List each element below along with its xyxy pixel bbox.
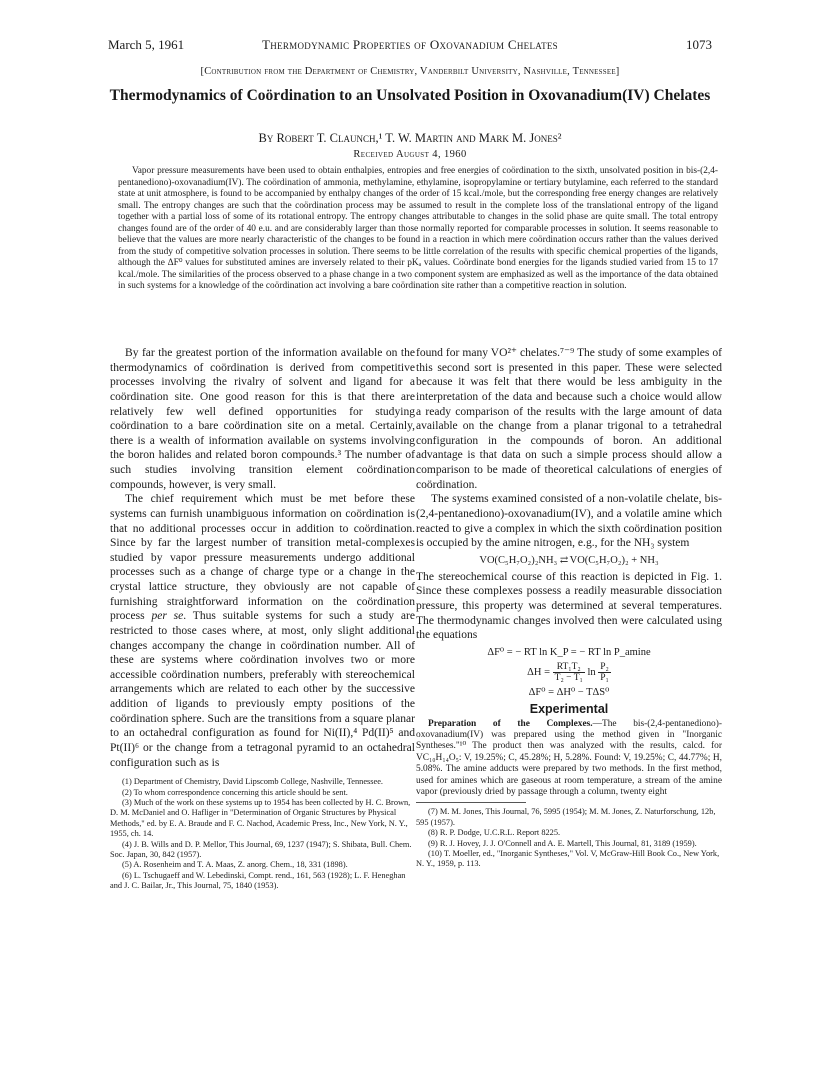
footnote-1: (1) Department of Chemistry, David Lipscomb College, Nashville, Tennessee.	[122, 777, 384, 787]
equation-gibbs: ΔF⁰ = ΔH⁰ − TΔS⁰	[528, 686, 610, 698]
body-paragraph-stereochem: The stereochemical course of this reaction is depicted in Fig. 1. Since these complexes possess a readily measurable dissociation pressure, this property was determined at several temperatures. The thermodynamic changes involved then were calculated using the equations	[416, 570, 722, 642]
footnote-10: (10) T. Moeller, ed., "Inorganic Syntheses," Vol. V, McGraw-Hill Book Co., New York, N. Y., 1959, p. 113.	[416, 848, 720, 869]
header-date: March 5, 1961	[108, 37, 185, 52]
eq2-denominator: T₂ − T₁	[554, 672, 583, 683]
intro-paragraph-2	[110, 492, 415, 770]
footnote-8: (8) R. P. Dodge, U.C.R.L. Report 8225.	[428, 828, 561, 838]
intro-paragraph-2a: The chief requirement which must be met before these systems can furnish unambiguous information on coördination is that no additional processes occur in addition to coördination. Since by far the largest number of transition metal-complexes studied by vapor pressure measurements undergo additional processes such as a change of charge type or a change in the crystal lattice structure, they obviously are not capable of furnishing straightforward information on the coördination process	[110, 493, 415, 623]
right-column	[416, 346, 722, 870]
per-se-italic: per se	[151, 610, 184, 623]
preparation-body: —The bis-(2,4-pentanediono)-oxovanadium(IV) was prepared using the method given in "Inorganic Syntheses."¹⁰ The product then was analyzed with the results, calcd. for VC₁₀H₁₄O₅: V, 19.25%; C, 45.28%; H, 5.28%. Found: V, 19.25%; C, 44.77%; H, 5.08%. The amine adducts were prepared by two methods. In the first method, used for amines which are gaseous at room temperature, a stream of the amine vapor (previously dried by passage through a column, twenty eight	[416, 718, 722, 797]
footnote-4: (4) J. B. Wills and D. P. Mellor, This Journal, 69, 1237 (1947); S. Shibata, Bull. Chem. Soc. Japan, 30, 842 (1957).	[110, 839, 412, 859]
reaction-reactant: VO(C₅H₇O₂)₂NH₃	[479, 554, 558, 566]
footnote-5: (5) A. Rosenheim and T. A. Maas, Z. anorg. Chem., 18, 331 (1898).	[122, 860, 348, 870]
body-paragraph-continued: found for many VO²⁺ chelates.⁷⁻⁹ The study of some examples of this second sort is presented in this paper. These were selected because it was felt that there would be less ambiguity in the interpretation of the data and because such a choice would allow a ready comparison of the results with the large amount of data available on the change from a planar trigonal to a tetrahedral configuration in the compounds of boron. An additional advantage is that data on such a simple process should allow a comparison to be made of theoretical calculations of energies of coördination.	[416, 347, 722, 491]
equation-free-energy: ΔF⁰ = − RT ln K_P = − RT ln P_amine	[487, 646, 651, 658]
reaction-equation	[416, 553, 722, 568]
received-date: Received August 4, 1960	[353, 149, 467, 160]
footnote-6: (6) L. Tschugaeff and W. Lebedinski, Compt. rend., 161, 563 (1928); L. F. Heneghan and J. C. Bailar, Jr., This Journal, 75, 1840 (1953).	[110, 870, 406, 891]
footnote-3: (3) Much of the work on these systems up to 1954 has been collected by H. C. Brown, D. M. McDaniel and O. Hafliger in "Determination of Organic Structures by Physical Methods," ed. by E. A. Braude and F. C. Nachod, Academic Press, Inc., New York, N. Y., 1955, ch. 14.	[110, 797, 411, 839]
eq2-fraction	[553, 662, 585, 683]
eq2-pressure-ratio	[598, 662, 611, 683]
contribution-line: [Contribution from the Department of Chemistry, Vanderbilt University, Nashville, Tennessee]	[200, 66, 620, 77]
header-running-title: Thermodynamic Properties of Oxovanadium Chelates	[262, 37, 558, 52]
footnotes-left	[110, 777, 415, 891]
equation-enthalpy	[416, 662, 722, 683]
eq2-ln: ln	[587, 666, 596, 678]
preparation-paragraph	[416, 719, 722, 799]
footnotes-right	[416, 807, 722, 869]
footnote-7: (7) M. M. Jones, This Journal, 76, 5995 (1954); M. M. Jones, Z. Naturforschung, 12b, 595 (1957).	[416, 807, 716, 827]
experimental-text	[416, 719, 722, 799]
running-header	[108, 37, 712, 55]
article-title: Thermodynamics of Coördination to an Unsolvated Position in Oxovanadium(IV) Chelates	[109, 87, 711, 104]
eq2-p1: P₁	[600, 672, 609, 683]
footnote-2: (2) To whom correspondence concerning this article should be sent.	[122, 787, 348, 797]
footnote-divider	[416, 802, 526, 803]
left-column	[110, 346, 415, 892]
header-page-number: 1073	[686, 37, 712, 52]
section-heading-experimental: Experimental	[529, 701, 609, 716]
intro-paragraph-2b: . Thus suitable systems for such a study are restricted to those cases where, at most, only slight additional changes accompany the change in coördination number. All of these are systems where coördination involves two or more accessible coördination numbers, preferably with stereochemical arrangements which are related to each other by the successive addition of ligands to previously empty positions of the coördination sphere. Such are the transitions from a square planar to an octahedral configuration as found for Ni(II),⁴ Pd(II)⁵ and Pt(II)⁶ or the change from a tetragonal pyramid to an octahedral configuration such as is	[110, 610, 415, 769]
equilibrium-arrows-icon: ⇄	[559, 554, 568, 566]
abstract: Vapor pressure measurements have been used to obtain enthalpies, entropies and free energies of coördination to the sixth, unsolvated position in bis-(2,4-pentanediono)-oxovanadium(IV). The coördination of ammonia, methylamine, ethylamine, isopropylamine or tertiary butylamine, each referred to the standard state at unit atmosphere, is found to be accompanied by enthalpy changes of the order of 15 kcal./mole, but the corresponding free energy changes are relatively small. The entropy changes are such that the coördination process may be assumed to result in the complete loss of the translational entropy of the ligand together with a partial loss of some of its rotational entropy. The entropy changes attributable to changes in the solid phase are quite small. The total entropy changes found are of the order of 40 e.u. and are considerably larger than those normally reported for comparable processes in solution. It seems reasonable to believe that the values are more nearly characteristic of the changes to be found in a reaction in which mere coördination occurs rather than the values derived from the study of competitive solvation processes in solution. There seems to be little correlation of the results with specific chemical properties of the ligands, although the ΔF⁰ values for substituted amines are inversely related to their pKₐ values. Coördinate bond energies for the ligands studied varied from 15 to 17 kcal./mole. The similarities of the process observed to a phase change in a two component system are emphasized as well as the importance of the data obtained in such systems for a knowledge of the coördination act involving a bare coördination site rather than a competitive reaction in solution.	[118, 166, 718, 292]
eq2-lhs: ΔH =	[527, 666, 551, 678]
body-paragraph-systems: The systems examined consisted of a non-volatile chelate, bis-(2,4-pentanediono)-oxovanadium(IV), and a volatile amine which reacted to give a complex in which the sixth coördination position is occupied by the amine nitrogen, e.g., for the NH₃ system	[416, 493, 722, 550]
eq2-p2: P₂	[600, 661, 609, 672]
footnote-9: (9) R. J. Hovey, J. J. O'Connell and A. E. Martell, This Journal, 81, 3189 (1959).	[428, 838, 697, 848]
author-line: By Robert T. Claunch,¹ T. W. Martin and Mark M. Jones²	[258, 131, 562, 145]
reaction-products: VO(C₅H₇O₂)₂ + NH₃	[569, 554, 659, 566]
eq2-numerator: RT₁T₂	[553, 662, 585, 673]
preparation-lead: Preparation of the Complexes.	[428, 718, 593, 729]
intro-paragraph-1: By far the greatest portion of the information available on the thermodynamics of coördination is derived from competitive processes involving the rivalry of solvent and ligand for a coördination site. One good reason for this is that there are relatively few well defined opportunities for studying coördination to a bare coördination site on a metal. Certainly, there is a wealth of information available on systems involving the boron halides and related boron compounds.³ The number of such studies involving transition element coördination compounds, however, is very small.	[110, 347, 415, 491]
